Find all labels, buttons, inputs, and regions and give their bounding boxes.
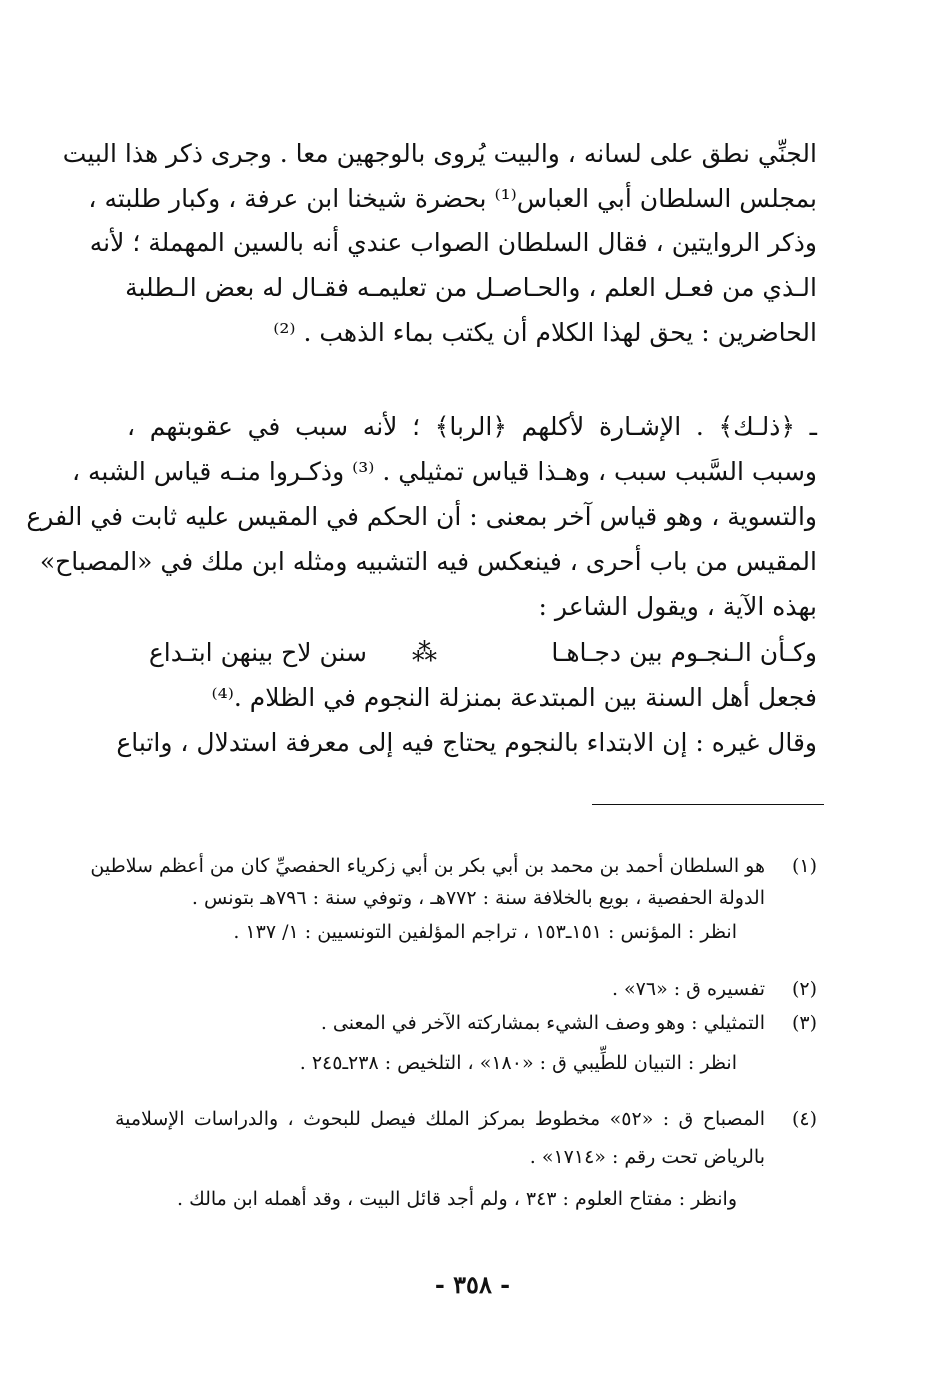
footnote-number: (٣) [791, 1012, 817, 1034]
text-line: ـ ﴿ذلـك﴾ . الإشـارة لأكلهم ﴿الربا﴾ ؛ لأنه سبب في عقوبتهم ، [127, 412, 817, 441]
footnote-4 [117, 1106, 817, 1216]
footnote-separator [592, 804, 824, 805]
text-line: الـذي من فعـل العلم ، والحـاصـل من تعليمـه فقـال له بعض الـطلبة [125, 273, 817, 302]
footnote-line: بالرياض تحت رقم : «١٧١٤» . [529, 1146, 765, 1168]
footnote-line: وانظر : مفتاح العلوم : ٣٤٣ ، ولم أجد قائل البيت ، وقد أهمله ابن مالك . [177, 1188, 737, 1210]
text-line: وقال غيره : إن الابتداء بالنجوم يحتاج فيه إلى معرفة استدلال ، واتباع [116, 728, 817, 757]
footnote-1 [90, 853, 817, 953]
footnote-line: تفسيره ق : «٧٦» . [611, 978, 765, 1000]
footnote-2 [117, 976, 817, 1006]
footnote-line: انظر : المؤنس : ١٥١ـ١٥٣ ، تراجم المؤلفين التونسيين : ١/ ١٣٧ . [233, 921, 737, 943]
footnote-line: انظر : التبيان للطِّيبي ق : «١٨٠» ، التلخيص : ٢٣٨ـ٢٤٥ . [299, 1052, 737, 1074]
footnote-line: التمثيلي : وهو وصف الشيء بمشاركته الآخر في المعنى . [320, 1012, 765, 1034]
verse-first-hemistich: وكـأن الـنجـوم بين دجـاهـا [551, 638, 817, 667]
footnote-number: (٢) [791, 978, 817, 1000]
text-line: الحاضرين : يحق لهذا الكلام أن يكتب بماء الذهب . ⁽²⁾ [273, 318, 817, 347]
footnote-3 [117, 1010, 817, 1080]
text-line: المقيس من باب أحرى ، فينعكس فيه التشبيه ومثله ابن ملك في «المصباح» [39, 547, 817, 576]
footnote-number: (٤) [791, 1108, 817, 1130]
verse-separator: ⁂ [412, 638, 437, 667]
text-line: وذكر الروايتين ، فقال السلطان الصواب عندي أنه بالسين المهملة ؛ لأنه [89, 228, 817, 257]
verse-second-hemistich: سنن لاح بينهن ابتـداع [148, 638, 367, 667]
text-line: الجنِّي نطق على لسانه ، والبيت يُروى بالوجهين معا . وجرى ذكر هذا البيت [62, 139, 817, 168]
page-number: - ٣٥٨ - [434, 1270, 511, 1299]
text-line: وسبب السَّبب سبب ، وهـذا قياس تمثيلي . ⁽³⁾ وذكـروا منـه قياس الشبه ، [71, 457, 817, 486]
text-line: بمجلس السلطان أبي العباس⁽¹⁾ بحضرة شيخنا ابن عرفة ، وكبار طلبته ، [88, 184, 817, 213]
footnote-line: هو السلطان أحمد بن محمد بن أبي بكر بن أبي زكرياء الحفصيِّ كان من أعظم سلاطين [90, 855, 765, 877]
text-line: فجعل أهل السنة بين المبتدعة بمنزلة النجوم في الظلام .⁽⁴⁾ [211, 683, 817, 712]
poetry-verse [127, 636, 817, 680]
text-line: والتسوية ، وهو قياس آخر بمعنى : أن الحكم في المقيس عليه ثابت في الفرع [26, 502, 817, 531]
footnote-number: (١) [791, 855, 817, 877]
footnote-line: المصباح ق : «٥٢» مخطوط بمركز الملك فيصل للبحوث ، والدراسات الإسلامية [115, 1108, 766, 1130]
text-line: بهذه الآية ، ويقول الشاعر : [538, 592, 817, 621]
footnote-line: الدولة الحفصية ، بويع بالخلافة سنة : ٧٧٢هـ ، وتوفي سنة : ٧٩٦هـ بتونس . [191, 887, 765, 909]
